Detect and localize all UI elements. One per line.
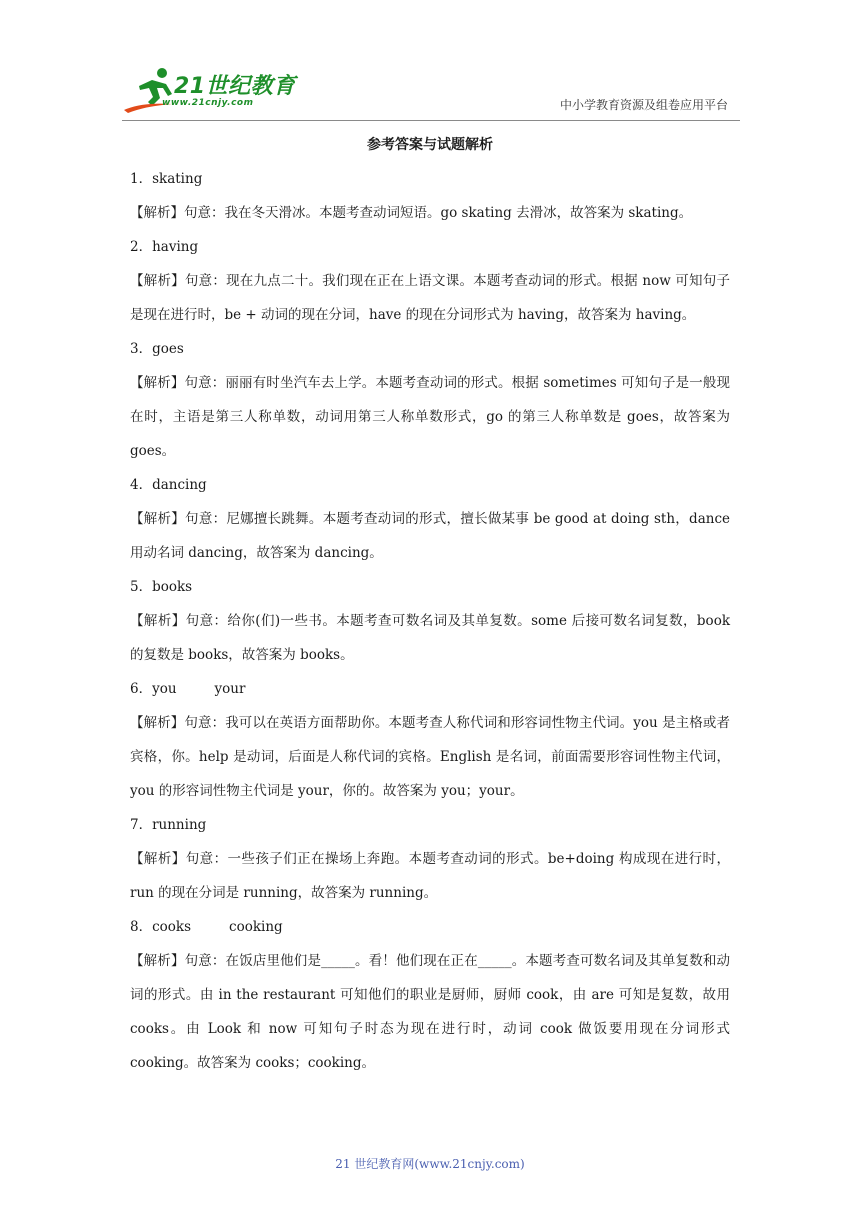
- item-number: 2．: [130, 239, 153, 255]
- answer-item: [130, 808, 730, 910]
- answer-text: your: [214, 681, 246, 697]
- analysis-text: 【解析】句意：尼娜擅长跳舞。本题考查动词的形式，擅长做某事 be good at doing sth，dance 用动名词 dancing，故答案为 dancing。: [130, 511, 730, 561]
- item-number: 6．: [130, 681, 153, 697]
- answer-text: goes: [152, 341, 184, 357]
- analysis-text: 【解析】句意：现在九点二十。我们现在正在上语文课。本题考查动词的形式。根据 now 可知句子是现在进行时，be + 动词的现在分词，have 的现在分词形式为 having，故答案为 having。: [130, 273, 730, 323]
- answer-item: [130, 672, 730, 808]
- answer-line: [130, 468, 730, 502]
- answer-line: [130, 162, 730, 196]
- item-number: 7．: [130, 817, 153, 833]
- answer-text: cooking: [229, 919, 283, 935]
- answer-item: [130, 910, 730, 1080]
- answer-item: [130, 332, 730, 468]
- item-number: 1．: [130, 171, 153, 187]
- analysis-text: 【解析】句意：一些孩子们正在操场上奔跑。本题考查动词的形式。be+doing 构成现在进行时，run 的现在分词是 running，故答案为 running。: [130, 851, 730, 901]
- answer-text: skating: [152, 171, 203, 187]
- item-number: 3．: [130, 341, 153, 357]
- answer-text: running: [152, 817, 207, 833]
- page-header: [0, 0, 860, 124]
- answer-list: [130, 162, 730, 1080]
- answer-line: [130, 230, 730, 264]
- answer-line: [130, 332, 730, 366]
- answer-text: dancing: [152, 477, 207, 493]
- analysis-text: 【解析】句意：在饭店里他们是_____。看！他们现在正在_____。本题考查可数名词及其单复数和动词的形式。由 in the restaurant 可知他们的职业是厨师，厨师 cook，由 are 可知是复数，故用 cooks。由 Look 和 now 可知句子时态为现在进行时，动词 cook 做饭要用现在分词形式 cooking。故答案为 cooks；cooking。: [130, 953, 730, 1071]
- page-footer[interactable]: 21 世纪教育网(www.21cnjy.com): [335, 1157, 525, 1171]
- answer-item: [130, 570, 730, 672]
- platform-name: 中小学教育资源及组卷应用平台: [559, 98, 728, 112]
- item-number: 5．: [130, 579, 153, 595]
- analysis-text: 【解析】句意：我在冬天滑冰。本题考查动词短语。go skating 去滑冰，故答案为 skating。: [130, 205, 693, 221]
- analysis-text: 【解析】句意：丽丽有时坐汽车去上学。本题考查动词的形式。根据 sometimes 可知句子是一般现在时，主语是第三人称单数，动词用第三人称单数形式，go 的第三人称单数是 goes，故答案为 goes。: [130, 375, 730, 459]
- site-logo: [122, 66, 296, 116]
- answer-line: [130, 910, 730, 944]
- answer-text: having: [152, 239, 199, 255]
- logo-url: www.21cnjy.com: [162, 98, 254, 108]
- item-number: 8．: [130, 919, 153, 935]
- analysis-text: 【解析】句意：我可以在英语方面帮助你。本题考查人称代词和形容词性物主代词。you 是主格或者宾格，你。help 是动词，后面是人称代词的宾格。English 是名词，前面需要形容词性物主代词，you 的形容词性物主代词是 your，你的。故答案为 you；your。: [130, 715, 730, 799]
- answer-item: [130, 162, 730, 230]
- answer-text: cooks: [152, 919, 192, 935]
- answer-text: you: [152, 681, 177, 697]
- item-number: 4．: [130, 477, 153, 493]
- header-divider: [122, 120, 740, 121]
- page-title: 参考答案与试题解析: [367, 137, 493, 153]
- answer-text: books: [152, 579, 193, 595]
- analysis-text: 【解析】句意：给你(们)一些书。本题考查可数名词及其单复数。some 后接可数名词复数，book 的复数是 books，故答案为 books。: [130, 613, 730, 663]
- answer-line: [130, 808, 730, 842]
- answer-line: [130, 570, 730, 604]
- answer-item: [130, 468, 730, 570]
- answer-item: [130, 230, 730, 332]
- logo-text: 21世纪教育: [174, 74, 296, 99]
- answer-line: [130, 672, 730, 706]
